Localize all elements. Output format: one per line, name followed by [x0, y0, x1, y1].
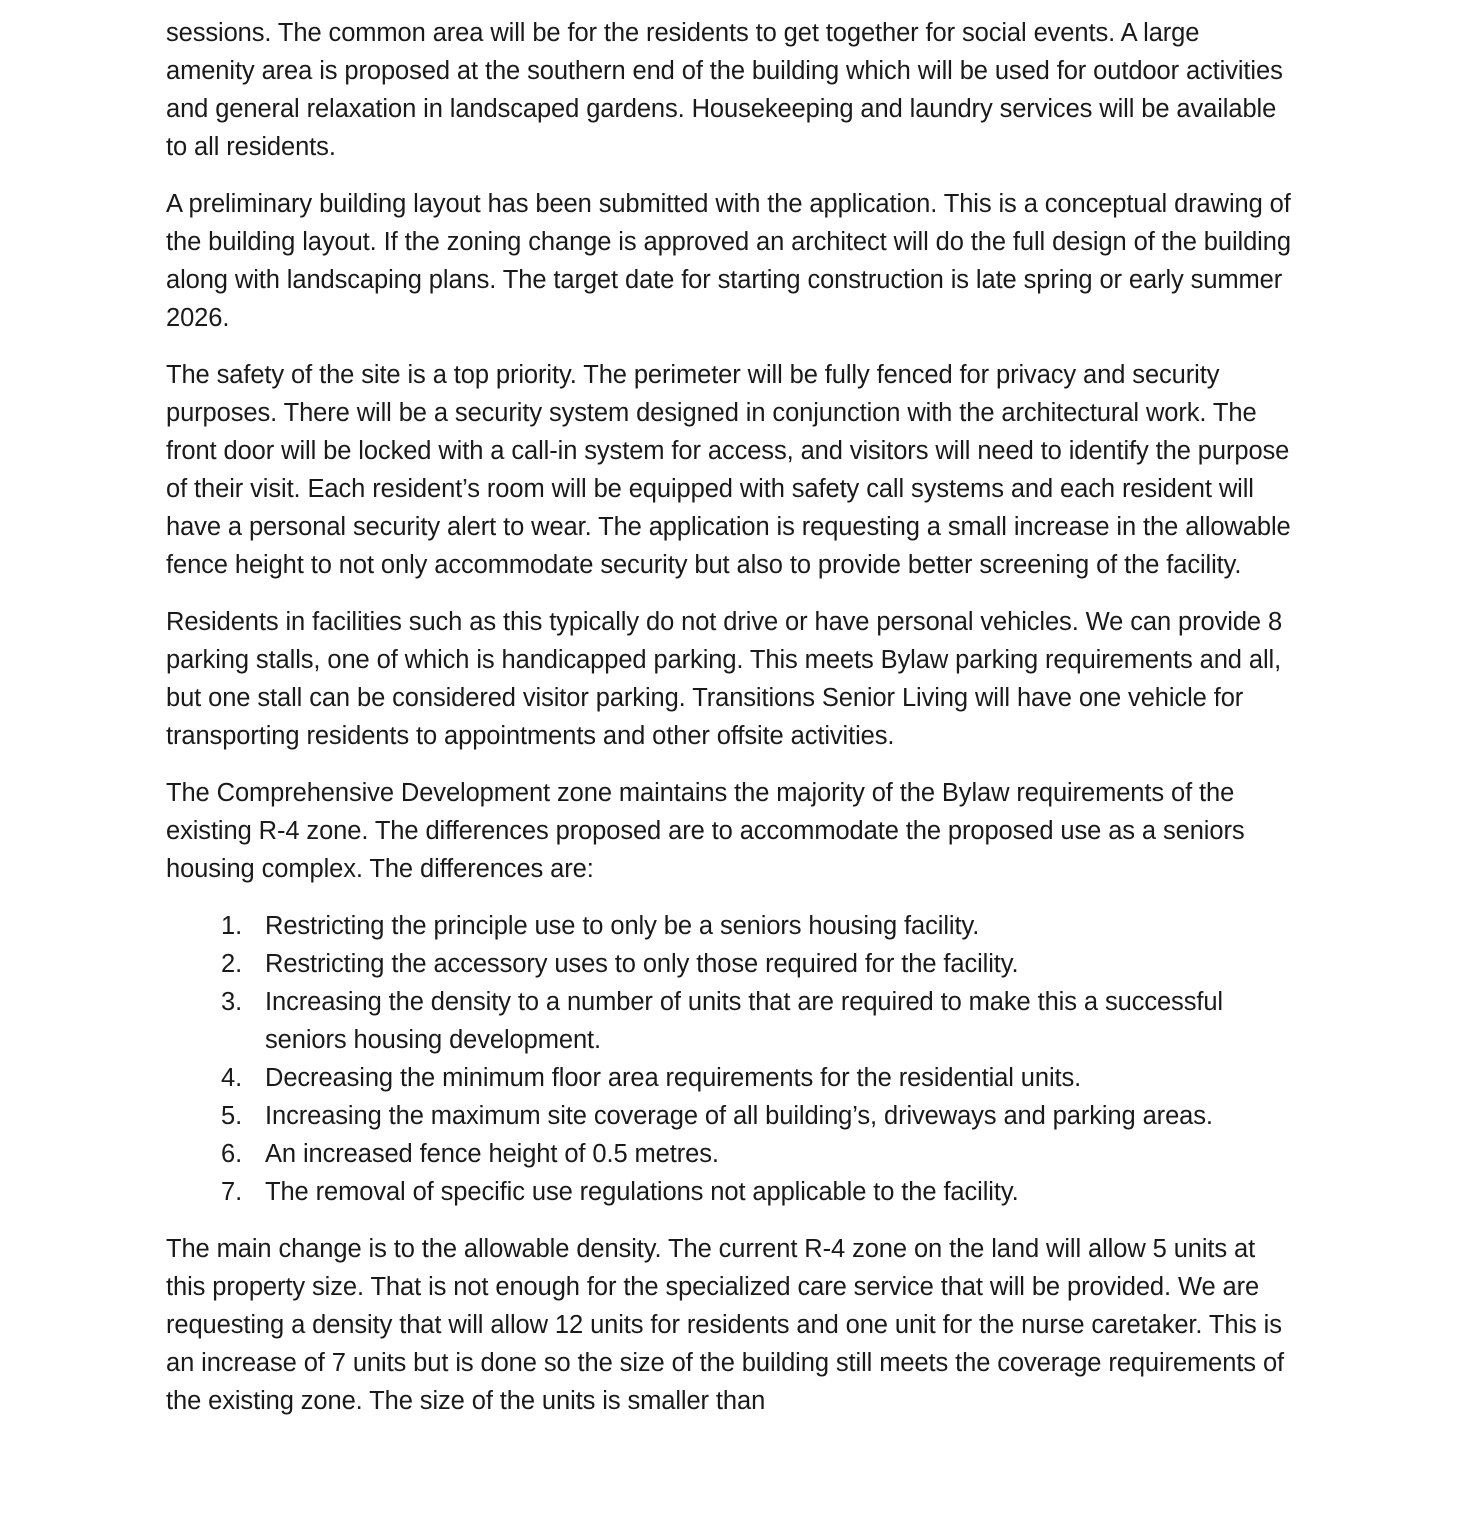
list-item-text: Decreasing the minimum floor area requirements for the residential units. — [265, 1064, 1082, 1092]
paragraph-zone-differences: The Comprehensive Development zone maintains the majority of the Bylaw requirements of the existing R-4 zone. The differences proposed are to accommodate the proposed use as a seniors housing complex. The differences are: — [166, 779, 1245, 883]
document-page — [166, 14, 1291, 1439]
list-item — [166, 1097, 1291, 1135]
list-item-number: 7. — [221, 1178, 243, 1206]
list-item — [166, 983, 1291, 1059]
list-item-number: 5. — [221, 1102, 243, 1130]
list-item-text: Increasing the maximum site coverage of all building’s, driveways and parking areas. — [265, 1102, 1213, 1130]
paragraph-parking: Residents in facilities such as this typically do not drive or have personal vehicles. We can provide 8 parking stalls, one of which is handicapped parking. This meets Bylaw parking requirements and all, but one stall can be considered visitor parking. Transitions Senior Living will have one vehicle for transporting residents to appointments and other offsite activities. — [166, 608, 1283, 750]
list-item-number: 4. — [221, 1064, 243, 1092]
list-item-text: Restricting the accessory uses to only those required for the facility. — [265, 950, 1019, 978]
list-item-text: Restricting the principle use to only be a seniors housing facility. — [265, 912, 980, 940]
list-item-number: 6. — [221, 1140, 243, 1168]
list-item-number: 1. — [221, 912, 243, 940]
paragraph-density-change: The main change is to the allowable density. The current R-4 zone on the land will allow 5 units at this property size. That is not enough for the specialized care service that will be provided. We are requesting a density that will allow 12 units for residents and one unit for the nurse caretaker. This is an increase of 7 units but is done so the size of the building still meets the coverage requirements of the existing zone. The size of the units is smaller than — [166, 1235, 1285, 1415]
list-item — [166, 1173, 1291, 1211]
paragraph-building-layout: A preliminary building layout has been submitted with the application. This is a conceptual drawing of the building layout. If the zoning change is approved an architect will do the full design of the building along with landscaping plans. The target date for starting construction is late spring or early summer 2026. — [166, 190, 1291, 332]
list-item — [166, 1135, 1291, 1173]
list-item — [166, 945, 1291, 983]
paragraph-safety: The safety of the site is a top priority. The perimeter will be fully fenced for privacy and security purposes. There will be a security system designed in conjunction with the architectural work. The front door will be locked with a call-in system for access, and visitors will need to identify the purpose of their visit. Each resident’s room will be equipped with safety call systems and each resident will have a personal security alert to wear. The application is requesting a small increase in the allowable fence height to not only accommodate security but also to provide better screening of the facility. — [166, 361, 1291, 579]
paragraph-amenities: sessions. The common area will be for the residents to get together for social events. A large amenity area is proposed at the southern end of the building which will be used for outdoor activities and general relaxation in landscaped gardens. Housekeeping and laundry services will be available to all residents. — [166, 19, 1283, 161]
list-item-text: The removal of specific use regulations not applicable to the facility. — [265, 1178, 1019, 1206]
list-item — [166, 1059, 1291, 1097]
differences-list — [166, 907, 1291, 1211]
list-item-text: An increased fence height of 0.5 metres. — [265, 1140, 719, 1168]
list-item — [166, 907, 1291, 945]
list-item-number: 2. — [221, 950, 243, 978]
list-item-text: Increasing the density to a number of units that are required to make this a successful seniors housing development. — [265, 988, 1223, 1054]
list-item-number: 3. — [221, 988, 243, 1016]
